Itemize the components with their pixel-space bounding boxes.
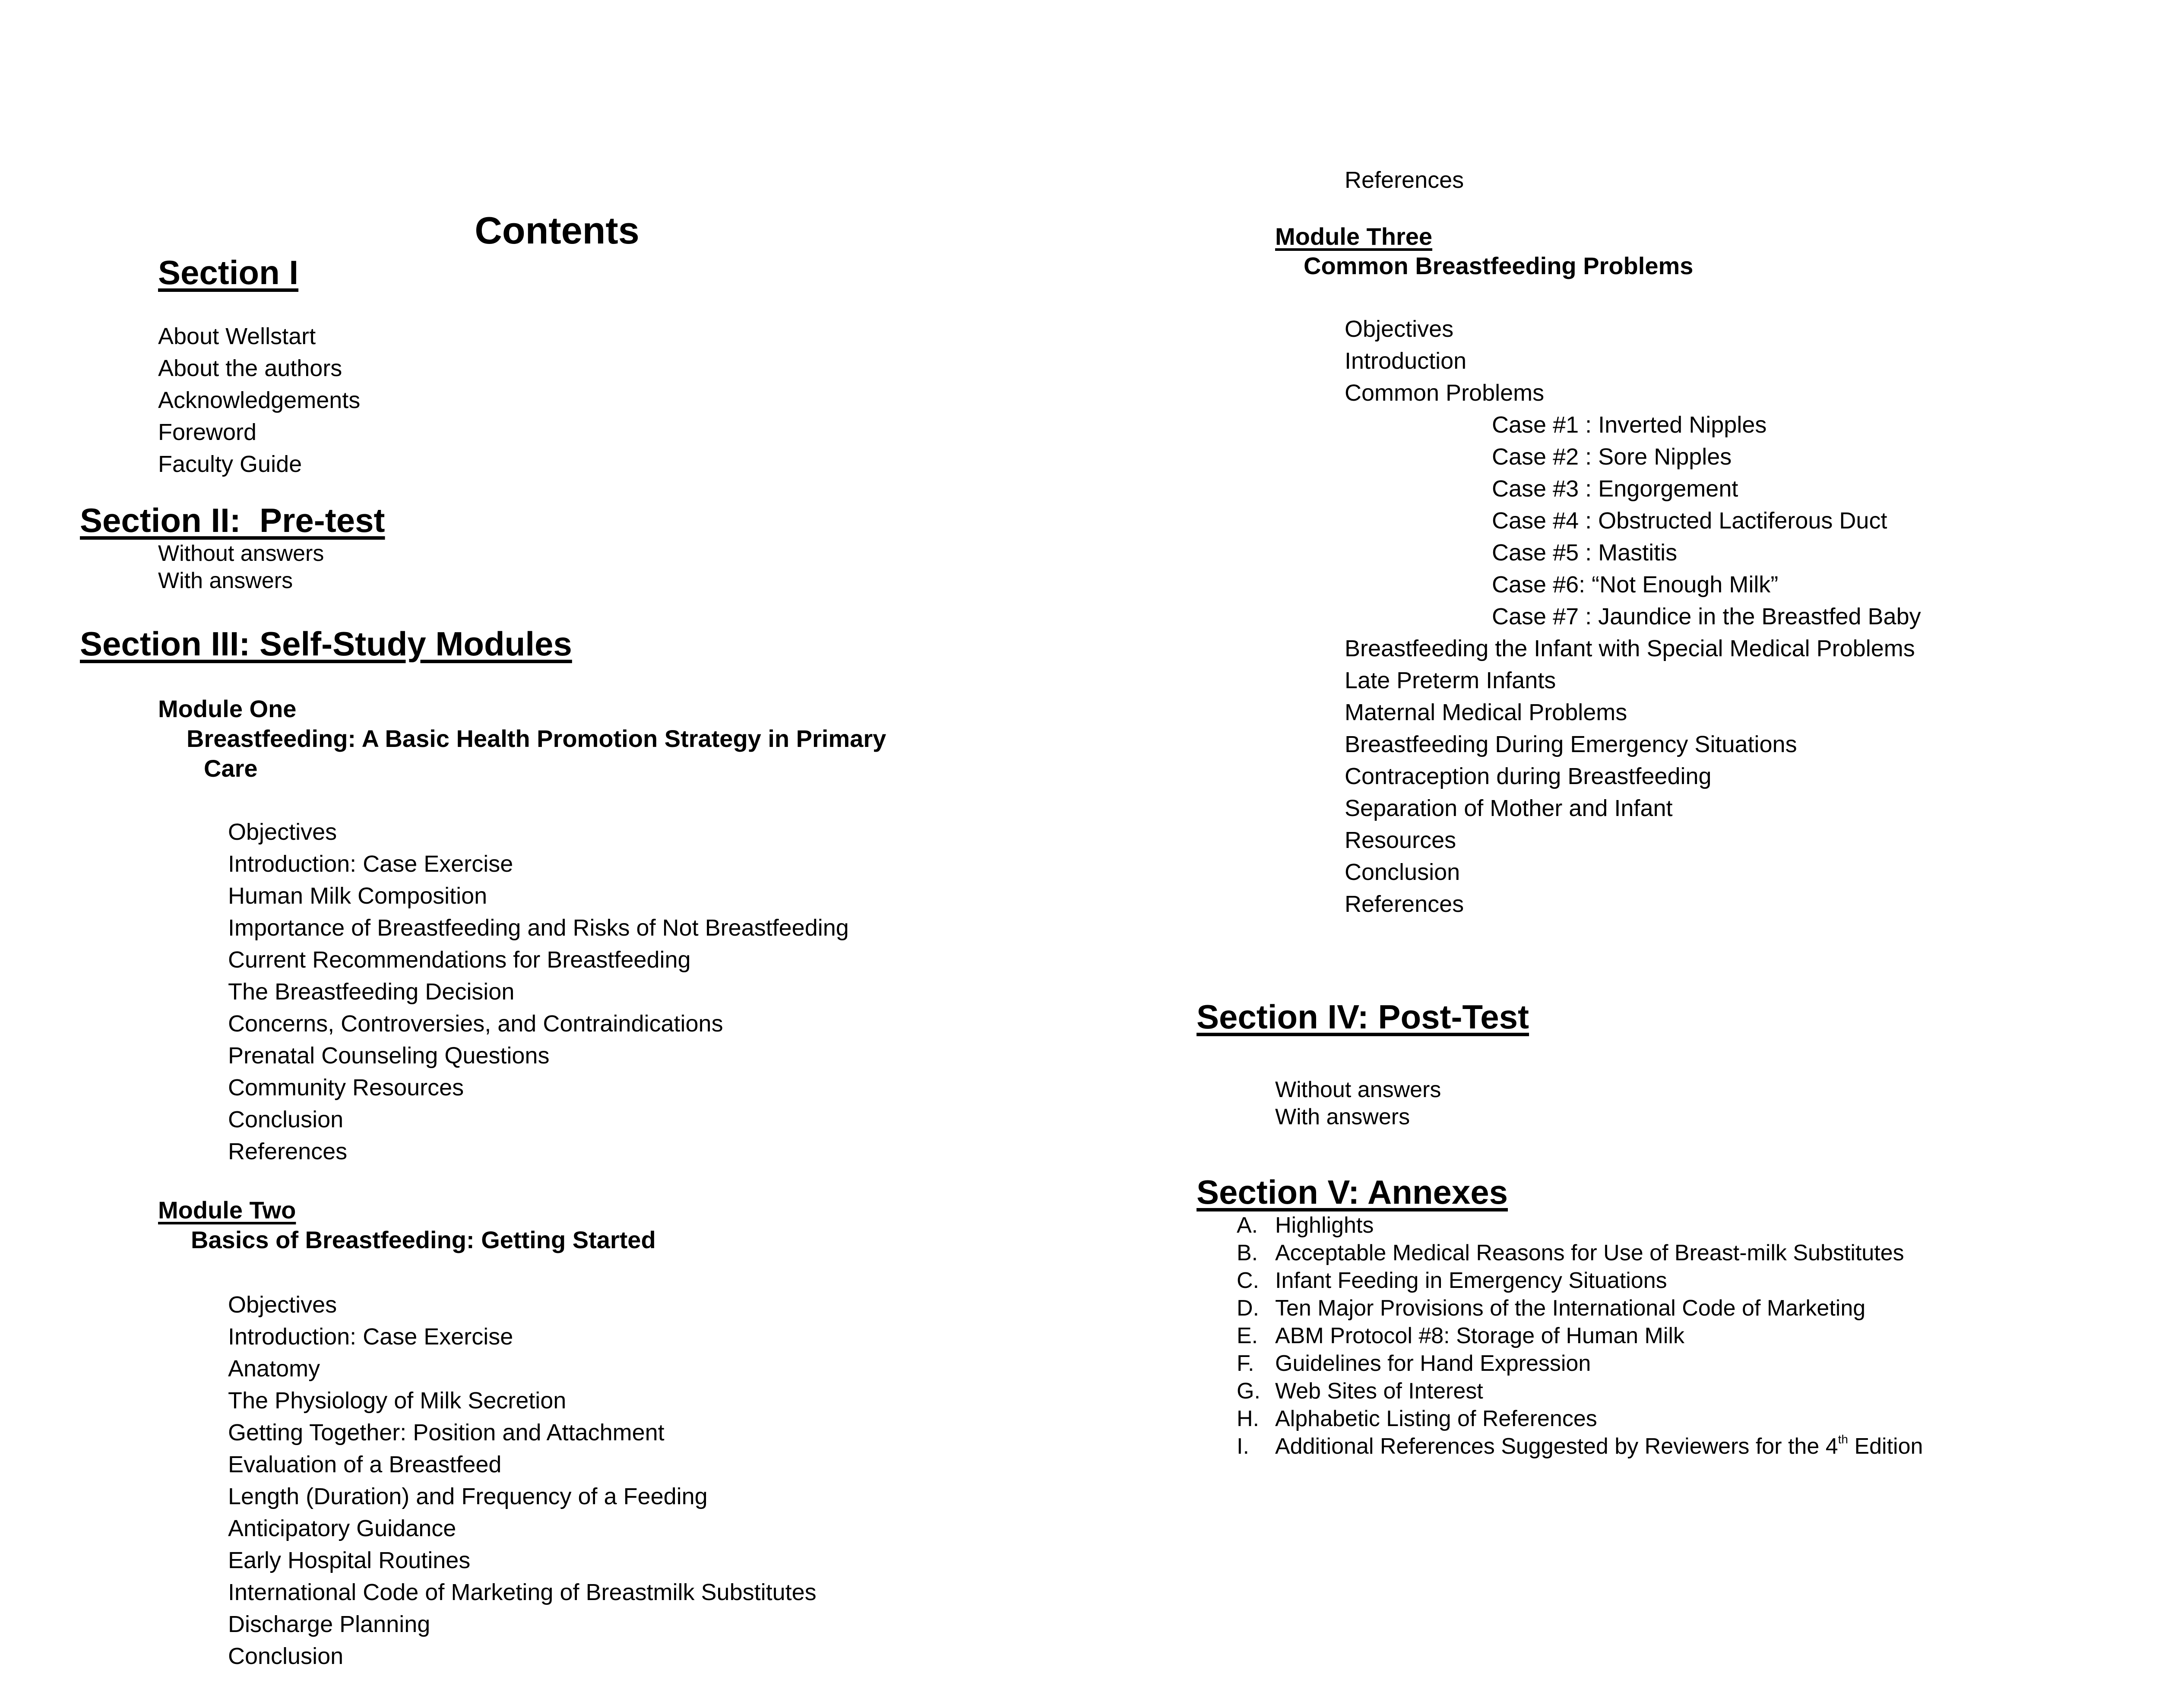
toc-entry: Objectives: [1345, 316, 1454, 342]
toc-entry: Anticipatory Guidance: [228, 1515, 456, 1541]
page-title: Contents: [475, 209, 639, 252]
toc-entry: Common Problems: [1345, 380, 1545, 406]
module-one-heading: Module One: [158, 695, 297, 722]
section-5-heading: Section V: Annexes: [1197, 1173, 1508, 1211]
annex-letter: H.: [1237, 1406, 1259, 1431]
annex-entry: [1237, 1408, 1923, 1435]
toc-entry: Resources: [1345, 827, 1456, 853]
toc-entry: Contraception during Breastfeeding: [1345, 763, 1712, 789]
toc-entry: Human Milk Composition: [228, 883, 488, 909]
annex-letter: I.: [1237, 1434, 1249, 1459]
toc-entry: About Wellstart: [158, 323, 316, 349]
section-1-heading: Section I: [158, 253, 299, 291]
section-2-list: [158, 542, 324, 597]
toc-entry: Acknowledgements: [158, 387, 361, 413]
module-three-list: [1345, 317, 1544, 413]
annex-entry: [1237, 1325, 1923, 1352]
toc-entry: Foreword: [158, 419, 257, 445]
section-1-list: [158, 325, 360, 484]
toc-entry: Conclusion: [228, 1643, 344, 1669]
toc-entry: Without answers: [158, 541, 324, 566]
toc-entry: References: [228, 1139, 348, 1164]
section-3-heading: Section III: Self-Study Modules: [80, 625, 572, 663]
case-entry: Case #5 : Mastitis: [1492, 540, 1678, 566]
annex-letter: C.: [1237, 1268, 1259, 1293]
annex-title: Ten Major Provisions of the International Code of Marketing: [1275, 1296, 1866, 1321]
module-one-list: [228, 820, 849, 1172]
annex-list: [1237, 1214, 1923, 1463]
toc-entry: Current Recommendations for Breastfeeding: [228, 947, 691, 973]
toc-entry-references-carryover: References: [1345, 167, 1464, 193]
toc-entry: With answers: [158, 568, 293, 593]
toc-entry: Introduction: Case Exercise: [228, 1324, 513, 1350]
annex-title: ABM Protocol #8: Storage of Human Milk: [1275, 1323, 1684, 1348]
module-two-heading: Module Two: [158, 1196, 296, 1224]
annex-entry: [1237, 1242, 1923, 1269]
annex-title: Alphabetic Listing of References: [1275, 1406, 1597, 1431]
annex-title-main: Additional References Suggested by Reviewers for the 4: [1275, 1434, 1838, 1459]
case-entry: Case #3 : Engorgement: [1492, 476, 1738, 502]
annex-letter: F.: [1237, 1351, 1254, 1376]
case-entry: Case #6: “Not Enough Milk”: [1492, 572, 1779, 598]
toc-entry: Getting Together: Position and Attachment: [228, 1420, 665, 1445]
toc-entry: Evaluation of a Breastfeed: [228, 1452, 502, 1477]
case-entry: Case #7 : Jaundice in the Breastfed Baby: [1492, 604, 1921, 629]
module-two-subtitle: Basics of Breastfeeding: Getting Started: [191, 1226, 656, 1253]
annex-entry: [1237, 1297, 1923, 1325]
module-three-list-continued: [1345, 637, 1915, 924]
toc-entry: Separation of Mother and Infant: [1345, 795, 1673, 821]
case-entry: Case #2 : Sore Nipples: [1492, 444, 1732, 470]
toc-entry: Length (Duration) and Frequency of a Feeding: [228, 1483, 708, 1509]
toc-entry: Importance of Breastfeeding and Risks of Not Breastfeeding: [228, 915, 849, 941]
annex-entry: [1237, 1380, 1923, 1408]
toc-entry: Introduction: [1345, 348, 1467, 374]
toc-entry: Conclusion: [228, 1107, 344, 1132]
annex-title: Guidelines for Hand Expression: [1275, 1351, 1591, 1376]
annex-title: Acceptable Medical Reasons for Use of Breast-milk Substitutes: [1275, 1240, 1904, 1265]
toc-entry: Without answers: [1275, 1077, 1441, 1102]
annex-entry: [1237, 1269, 1923, 1297]
toc-entry: Objectives: [228, 1292, 337, 1318]
annex-title: Infant Feeding in Emergency Situations: [1275, 1268, 1667, 1293]
toc-entry: Breastfeeding the Infant with Special Medical Problems: [1345, 636, 1915, 661]
toc-entry: The Breastfeeding Decision: [228, 979, 515, 1005]
annex-letter: D.: [1237, 1296, 1259, 1321]
section-2-heading: Section II: Pre-test: [80, 501, 385, 539]
toc-entry: About the authors: [158, 355, 342, 381]
toc-entry: Community Resources: [228, 1075, 464, 1101]
annex-title: Highlights: [1275, 1213, 1374, 1238]
toc-entry: Discharge Planning: [228, 1611, 431, 1637]
toc-entry: References: [1345, 891, 1464, 917]
module-three-subtitle: Common Breastfeeding Problems: [1304, 252, 1694, 279]
section-4-list: [1275, 1079, 1441, 1133]
ordinal-superscript: th: [1838, 1433, 1848, 1446]
toc-entry: Breastfeeding During Emergency Situations: [1345, 731, 1797, 757]
toc-entry: With answers: [1275, 1104, 1410, 1129]
module-one-subtitle-continued: Care: [204, 755, 258, 782]
module-three-heading: Module Three: [1275, 223, 1433, 250]
toc-entry: Objectives: [228, 819, 337, 845]
case-entry: Case #4 : Obstructed Lactiferous Duct: [1492, 508, 1887, 534]
annex-title: [1275, 1435, 1923, 1463]
annex-letter: G.: [1237, 1379, 1260, 1404]
toc-entry: Prenatal Counseling Questions: [228, 1043, 550, 1069]
module-three-cases-list: [1492, 413, 1921, 637]
section-4-heading: Section IV: Post-Test: [1197, 998, 1529, 1036]
annex-entry: [1237, 1352, 1923, 1380]
case-entry: Case #1 : Inverted Nipples: [1492, 412, 1767, 438]
annex-letter: A.: [1237, 1213, 1258, 1238]
annex-entry: [1237, 1214, 1923, 1242]
annex-letter: E.: [1237, 1323, 1258, 1348]
toc-entry: Maternal Medical Problems: [1345, 699, 1627, 725]
annex-letter: B.: [1237, 1240, 1258, 1265]
toc-entry: Late Preterm Infants: [1345, 667, 1556, 693]
toc-entry: The Physiology of Milk Secretion: [228, 1388, 567, 1414]
toc-entry: Introduction: Case Exercise: [228, 851, 513, 877]
toc-entry: Conclusion: [1345, 859, 1460, 885]
module-two-list: [228, 1293, 817, 1676]
toc-entry: Early Hospital Routines: [228, 1547, 471, 1573]
toc-entry: Faculty Guide: [158, 451, 302, 477]
annex-entry: [1237, 1435, 1923, 1463]
toc-entry: International Code of Marketing of Breastmilk Substitutes: [228, 1579, 817, 1605]
module-one-subtitle: Breastfeeding: A Basic Health Promotion Strategy in Primary: [187, 725, 886, 752]
toc-entry: Anatomy: [228, 1356, 320, 1382]
annex-title-tail: Edition: [1848, 1434, 1923, 1459]
toc-entry: Concerns, Controversies, and Contraindications: [228, 1011, 723, 1037]
annex-title: Web Sites of Interest: [1275, 1379, 1483, 1404]
